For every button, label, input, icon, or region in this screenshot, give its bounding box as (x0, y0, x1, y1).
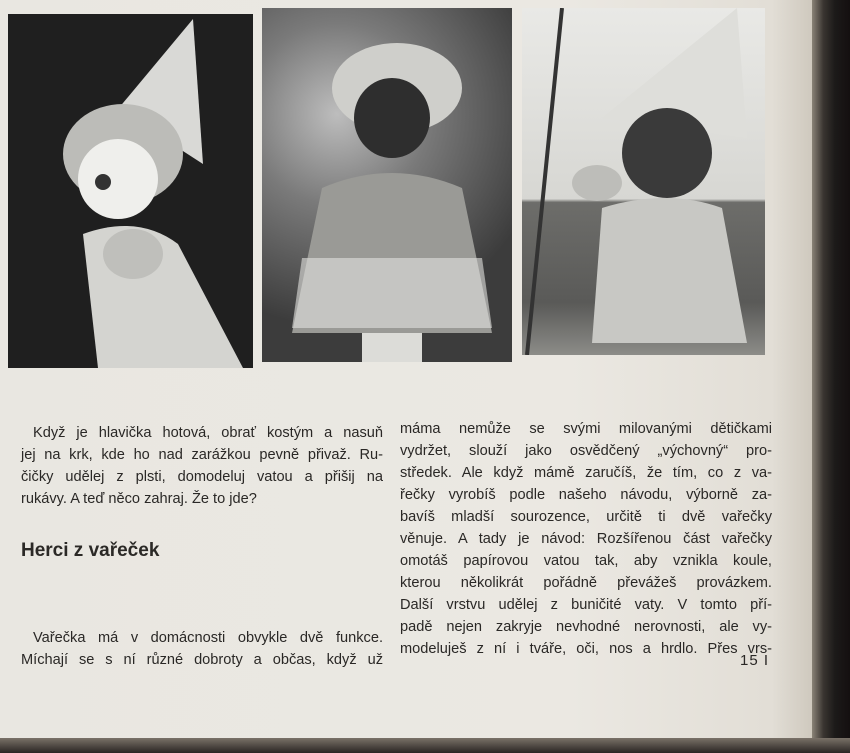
text-line: omotáš papírovou vatou tak, aby vznikla koule, (400, 553, 772, 569)
text-line: čičky udělej z plsti, domodeluj vatou a přišij na (21, 469, 383, 485)
page-number: 15 I (740, 652, 770, 669)
text-line: Vařečka má v domácnosti obvykle dvě funkce. (33, 630, 383, 646)
text-line: Další vrstvu udělej z buničité vaty. V tomto pří- (400, 597, 772, 613)
photo-puppet-1 (8, 14, 253, 368)
photo-puppet-2 (262, 8, 512, 362)
text-line: vydržet, slouží jako osvědčený „výchovný“ pro- (400, 443, 772, 459)
text-line: Míchají se s ní různé dobroty a občas, když už (21, 652, 383, 668)
puppet-illustration-1 (8, 14, 253, 368)
text-line: bavíš mladší sourozence, určitě ti dvě vařečky (400, 509, 772, 525)
photo-puppet-3 (522, 8, 765, 355)
book-spine-edge (812, 0, 850, 753)
paragraph-instructions (400, 418, 772, 660)
paragraph-spoons (21, 627, 383, 671)
section-heading: Herci z vařeček (21, 540, 160, 561)
paragraph-costume (21, 422, 383, 510)
book-bottom-edge (0, 738, 850, 753)
puppet-illustration-3 (522, 8, 765, 355)
text-line: kterou několikrát pořádně převážeš provázkem. (400, 575, 772, 591)
text-line: řečky vyrobíš podle našeho návodu, výborně za- (400, 487, 772, 503)
text-line: věnuje. A tady je návod: Rozšířenou část vařečky (400, 531, 772, 547)
text-line: jej na krk, kde ho nad zarážkou pevně přivaž. Ru- (21, 447, 383, 463)
text-line: Když je hlavička hotová, obrať kostým a nasuň (33, 425, 383, 441)
text-line: modeluješ z ní i tváře, oči, nos a hrdlo. Přes vrs- (400, 641, 772, 657)
text-line: padě nejen zakryje nevhodné nerovnosti, ale vy- (400, 619, 772, 635)
puppet-illustration-2 (262, 8, 512, 362)
text-line: středek. Ale když mámě zaručíš, že tím, co z va- (400, 465, 772, 481)
text-line: máma nemůže se svými milovanými dětičkami (400, 421, 772, 437)
text-line: rukávy. A teď něco zahraj. Že to jde? (21, 491, 257, 507)
